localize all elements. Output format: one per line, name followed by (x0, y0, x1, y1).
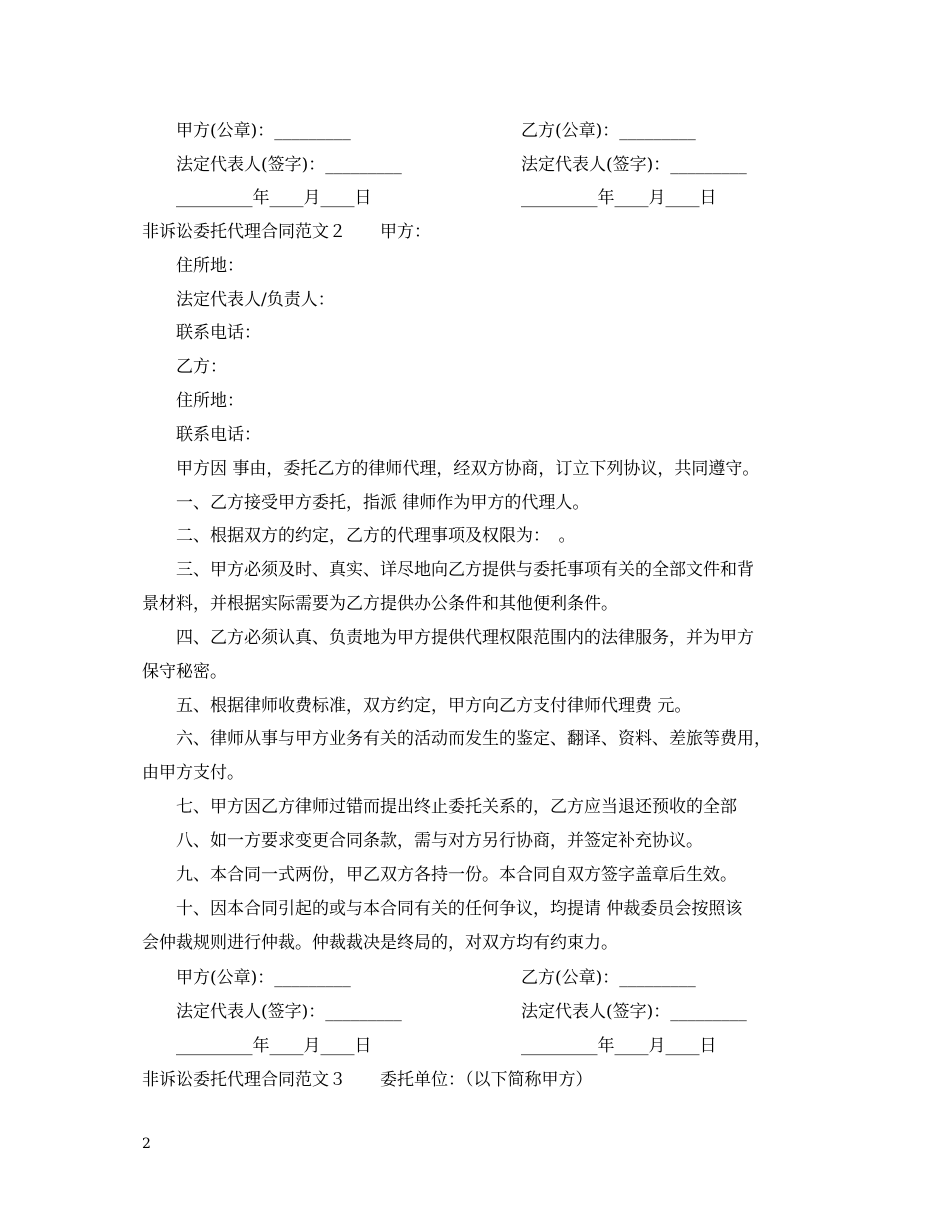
party-b-seal-line: 乙方(公章)：_________ (521, 968, 696, 988)
clause-1: 一、乙方接受甲方委托，指派 律师作为甲方的代理人。 (176, 493, 590, 513)
phone-line: 联系电话： (176, 323, 261, 343)
clause-4: 四、乙方必须认真、负责地为甲方提供代理权限范围内的法律服务，并为甲方 (176, 628, 754, 648)
party-a-date-line: _________年____月____日 (176, 1036, 372, 1056)
section-title: 非诉讼委托代理合同范文２ 甲方： (142, 222, 431, 242)
phone-line: 联系电话： (176, 425, 261, 445)
clause-8: 八、如一方要求变更合同条款，需与对方另行协商，并签定补充协议。 (176, 831, 703, 851)
page-number: 2 (142, 1136, 151, 1152)
clause-3: 三、甲方必须及时、真实、详尽地向乙方提供与委托事项有关的全部文件和背 (176, 560, 754, 580)
clause-9: 九、本合同一式两份，甲乙双方各持一份。本合同自双方签字盖章后生效。 (176, 865, 737, 885)
party-a-seal-line: 甲方(公章)：_________ (176, 968, 351, 988)
party-b-line: 乙方： (176, 357, 227, 377)
party-a-rep-line: 法定代表人(签字)：_________ (176, 155, 402, 175)
clause-10-cont: 会仲裁规则进行仲裁。仲裁裁决是终局的，对双方均有约束力。 (142, 933, 618, 953)
party-b-date-line: _________年____月____日 (521, 1036, 717, 1056)
party-b-rep-line: 法定代表人(签字)：_________ (521, 155, 747, 175)
section-title: 非诉讼委托代理合同范文３ 委托单位：（以下简称甲方） (142, 1070, 593, 1090)
clause-3-cont: 景材料，并根据实际需要为乙方提供办公条件和其他便利条件。 (142, 594, 618, 614)
clause-4-cont: 保守秘密。 (142, 662, 227, 682)
party-a-rep-line: 法定代表人(签字)：_________ (176, 1002, 402, 1022)
clause-6-cont: 由甲方支付。 (142, 763, 244, 783)
representative-line: 法定代表人/负责人： (176, 290, 335, 310)
clause-6: 六、律师从事与甲方业务有关的活动而发生的鉴定、翻译、资料、差旅等费用， (176, 729, 771, 749)
intro-paragraph: 甲方因 事由，委托乙方的律师代理，经双方协商，订立下列协议，共同遵守。 (176, 459, 760, 479)
address-line: 住所地： (176, 391, 244, 411)
party-b-date-line: _________年____月____日 (521, 188, 717, 208)
party-b-rep-line: 法定代表人(签字)：_________ (521, 1002, 747, 1022)
party-b-seal-line: 乙方(公章)：_________ (521, 121, 696, 141)
clause-10: 十、因本合同引起的或与本合同有关的任何争议，均提请 仲裁委员会按照该 (176, 899, 743, 919)
party-a-seal-line: 甲方(公章)：_________ (176, 121, 351, 141)
address-line: 住所地： (176, 256, 244, 276)
clause-2: 二、根据双方的约定，乙方的代理事项及权限为： 。 (176, 526, 576, 546)
clause-5: 五、根据律师收费标准，双方约定，甲方向乙方支付律师代理费 元。 (176, 696, 692, 716)
clause-7: 七、甲方因乙方律师过错而提出终止委托关系的，乙方应当退还预收的全部 (176, 797, 737, 817)
party-a-date-line: _________年____月____日 (176, 188, 372, 208)
